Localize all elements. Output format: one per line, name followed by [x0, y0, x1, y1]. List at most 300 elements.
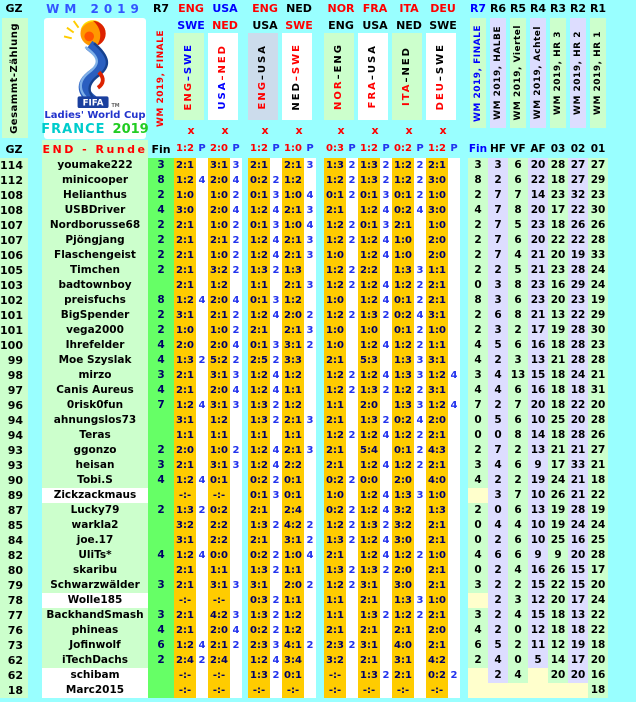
player-total: 107: [0, 218, 28, 233]
round-points-cell: 18: [588, 638, 608, 653]
round-points-cell: 24: [588, 593, 608, 608]
tip-points-cell: [448, 458, 460, 473]
tip-cell: 3:4: [282, 653, 304, 668]
round-points-cell: 3: [468, 578, 488, 593]
match-x-marker: x: [337, 123, 345, 137]
tip-points-cell: 4: [270, 233, 282, 248]
tip-points-cell: [448, 608, 460, 623]
tip-points-cell: 2: [346, 473, 358, 488]
match-vertical-label: [436, 43, 446, 110]
round-points-cell: 16: [528, 338, 548, 353]
round-points-cell: 20: [548, 668, 568, 683]
tip-points-cell: [196, 578, 208, 593]
tip-cell: 3:1: [358, 638, 380, 653]
round-label: R2: [569, 2, 587, 15]
tip-cell: 3:1: [208, 158, 230, 173]
player-total: 82: [0, 548, 28, 563]
round-points-cell: 6: [508, 533, 528, 548]
tip-cell: 1:1: [282, 383, 304, 398]
round-points-cell: [528, 668, 548, 683]
tip-points-cell: 2: [270, 398, 282, 413]
round-points-cell: 2: [488, 263, 508, 278]
player-total: 112: [0, 173, 28, 188]
tip-points-cell: [230, 683, 242, 698]
tip-cell: 2:1: [174, 623, 196, 638]
tip-points-cell: 4: [414, 413, 426, 428]
round-points-cell: 7: [488, 248, 508, 263]
player-final-points: 6: [148, 638, 174, 653]
tip-cell: 3:1: [208, 398, 230, 413]
player-total: 94: [0, 428, 28, 443]
tip-cell: 3:1: [248, 578, 270, 593]
round-points-cell: 6: [508, 293, 528, 308]
round-points-cell: 10: [528, 488, 548, 503]
round-points-cell: 3: [508, 593, 528, 608]
tip-cell: 1:1: [426, 263, 448, 278]
tip-points-cell: 4: [196, 638, 208, 653]
tip-cell: 1:0: [358, 323, 380, 338]
match-points-header: P: [416, 143, 424, 154]
tip-points-cell: 2: [304, 338, 316, 353]
tip-points-cell: [196, 458, 208, 473]
tip-points-cell: [196, 368, 208, 383]
tip-cell: 1:2: [358, 233, 380, 248]
tip-cell: 2:2: [208, 533, 230, 548]
tip-cell: -:-: [324, 668, 346, 683]
player-total: 98: [0, 368, 28, 383]
tip-cell: 1:3: [358, 668, 380, 683]
round-points-cell: 3: [488, 323, 508, 338]
tip-cell: 2:4: [282, 503, 304, 518]
player-name: Timchen: [42, 263, 148, 278]
tip-points-cell: [230, 473, 242, 488]
round-points-cell: 21: [528, 308, 548, 323]
tip-points-cell: [270, 158, 282, 173]
round-points-cell: 0: [488, 428, 508, 443]
round-points-cell: 3: [488, 158, 508, 173]
tip-points-cell: 3: [230, 398, 242, 413]
round-points-cell: 28: [568, 428, 588, 443]
tip-points-cell: [414, 503, 426, 518]
round-points-cell: 0: [468, 278, 488, 293]
tip-cell: 1:2: [174, 473, 196, 488]
tip-cell: 3:1: [282, 533, 304, 548]
round-points-cell: 21: [548, 353, 568, 368]
tip-points-cell: 2: [414, 323, 426, 338]
round-points-cell: 6: [468, 638, 488, 653]
round-points-cell: 22: [588, 608, 608, 623]
tip-cell: 2:1: [324, 413, 346, 428]
tip-cell: 1:3: [248, 518, 270, 533]
tip-cell: 1:1: [426, 338, 448, 353]
tip-points-cell: 3: [230, 158, 242, 173]
match-vertical-away: NED: [401, 46, 412, 76]
match-vertical-away: SWE: [291, 42, 302, 74]
round-points-cell: 28: [568, 263, 588, 278]
tip-cell: 1:0: [208, 218, 230, 233]
tip-cell: 1:3: [358, 518, 380, 533]
round-points-cell: 6: [508, 338, 528, 353]
tip-points-cell: 2: [270, 593, 282, 608]
tip-points-cell: [448, 443, 460, 458]
round-points-cell: 23: [568, 293, 588, 308]
round-points-cell: 6: [508, 458, 528, 473]
tip-cell: 0:2: [248, 173, 270, 188]
round-points-cell: 19: [588, 503, 608, 518]
tip-points-cell: 4: [380, 368, 392, 383]
tip-points-cell: [230, 563, 242, 578]
round-points-cell: 6: [508, 503, 528, 518]
tip-points-cell: 3: [414, 368, 426, 383]
tip-points-cell: 2: [346, 428, 358, 443]
match-vertical-home: ENG: [183, 80, 194, 111]
round-points-cell: 3: [508, 353, 528, 368]
player-name: mirzo: [42, 368, 148, 383]
round-points-cell: 23: [528, 218, 548, 233]
round-points-cell: 3: [468, 458, 488, 473]
tip-points-cell: 3: [270, 488, 282, 503]
player-final-points: 4: [148, 383, 174, 398]
round-column-header: 03: [550, 142, 566, 155]
round-column-header: HF: [490, 142, 506, 155]
tip-cell: 0:1: [282, 488, 304, 503]
round-points-cell: 30: [588, 323, 608, 338]
player-name: warkla2: [42, 518, 148, 533]
tip-cell: 1:3: [392, 593, 414, 608]
tip-cell: 1:0: [324, 488, 346, 503]
round-points-cell: [468, 488, 488, 503]
match-result-header: 1:2: [176, 143, 194, 154]
tip-points-cell: [448, 233, 460, 248]
tip-cell: 2:1: [426, 533, 448, 548]
tip-cell: 2:1: [392, 623, 414, 638]
tip-cell: 2:3: [248, 638, 270, 653]
tip-cell: 2:1: [282, 203, 304, 218]
round-points-cell: 17: [588, 563, 608, 578]
match-strip: [208, 33, 238, 120]
tip-cell: 1:1: [324, 608, 346, 623]
tip-cell: 1:2: [324, 368, 346, 383]
round-points-cell: 2: [508, 443, 528, 458]
tip-cell: 3:2: [392, 503, 414, 518]
tip-cell: 1:2: [392, 608, 414, 623]
tip-points-cell: [448, 488, 460, 503]
tip-points-cell: 3: [380, 218, 392, 233]
match-result-header: 0:2: [394, 143, 412, 154]
round-points-cell: 21: [568, 443, 588, 458]
match-vertical-dash: –: [291, 73, 302, 81]
round-points-cell: 4: [508, 518, 528, 533]
tip-cell: 5:2: [208, 353, 230, 368]
round-points-cell: 0: [508, 653, 528, 668]
tip-points-cell: [230, 518, 242, 533]
tip-points-cell: [196, 593, 208, 608]
round-points-cell: 9: [528, 548, 548, 563]
round-column-header: 02: [570, 142, 586, 155]
round-points-cell: 6: [508, 413, 528, 428]
tip-cell: 1:3: [392, 488, 414, 503]
gz-header: GZ: [5, 142, 23, 156]
round-points-cell: 23: [548, 263, 568, 278]
round-points-cell: 24: [588, 518, 608, 533]
tip-points-cell: [196, 248, 208, 263]
tip-points-cell: [304, 488, 316, 503]
tip-points-cell: [346, 398, 358, 413]
player-final-points: 8: [148, 293, 174, 308]
round-points-cell: 4: [468, 623, 488, 638]
round-points-cell: 2: [468, 263, 488, 278]
round-points-cell: 20: [568, 413, 588, 428]
tip-cell: 2:0: [174, 338, 196, 353]
round-points-cell: 8: [508, 203, 528, 218]
tip-cell: 3:1: [174, 413, 196, 428]
tip-cell: 1:3: [358, 608, 380, 623]
tip-points-cell: [448, 653, 460, 668]
player-final-points: 2: [148, 443, 174, 458]
tip-points-cell: 2: [414, 608, 426, 623]
tip-cell: 2:1: [174, 578, 196, 593]
player-total: 89: [0, 488, 28, 503]
tip-cell: 1:3: [392, 353, 414, 368]
round-points-cell: 4: [468, 203, 488, 218]
match-points-header: P: [450, 143, 458, 154]
tip-points-cell: 4: [380, 338, 392, 353]
tip-cell: 1:3: [248, 263, 270, 278]
round-points-cell: 18: [548, 368, 568, 383]
tip-points-cell: 4: [304, 548, 316, 563]
tip-cell: 1:1: [282, 428, 304, 443]
tip-points-cell: [346, 593, 358, 608]
tip-points-cell: [414, 533, 426, 548]
player-name: Lucky79: [42, 503, 148, 518]
round-strip: [590, 18, 606, 128]
round-points-cell: 0: [468, 563, 488, 578]
end-round-header: END - Runde: [42, 140, 148, 158]
tip-cell: 3:0: [392, 578, 414, 593]
tip-cell: 0:0: [208, 548, 230, 563]
match-away-team: USA: [252, 18, 278, 32]
tip-cell: 2:1: [426, 608, 448, 623]
tip-cell: 2:1: [174, 263, 196, 278]
match-strip: [282, 33, 312, 120]
tip-points-cell: 4: [270, 248, 282, 263]
round-strip: [510, 18, 526, 128]
match-points-header: P: [198, 143, 206, 154]
player-name: heisan: [42, 458, 148, 473]
tip-points-cell: [196, 533, 208, 548]
tip-points-cell: 4: [380, 248, 392, 263]
tip-cell: 2:0: [208, 203, 230, 218]
tip-points-cell: 2: [230, 353, 242, 368]
tip-cell: 2:0: [208, 338, 230, 353]
tip-cell: 2:4: [208, 653, 230, 668]
tip-cell: 3:1: [208, 578, 230, 593]
tip-cell: 1:2: [248, 443, 270, 458]
tip-points-cell: 4: [380, 503, 392, 518]
tip-cell: 2:0: [392, 563, 414, 578]
match-vertical-away: NED: [217, 43, 228, 74]
tip-cell: 2:0: [208, 293, 230, 308]
tip-points-cell: [270, 323, 282, 338]
tip-points-cell: [448, 428, 460, 443]
tip-cell: 1:1: [324, 593, 346, 608]
player-name: Nordborusse68: [42, 218, 148, 233]
round-points-cell: 2: [488, 353, 508, 368]
round-points-cell: 22: [568, 233, 588, 248]
tip-cell: 2:5: [248, 353, 270, 368]
match-vertical-home: FRA: [367, 80, 378, 109]
tip-points-cell: 3: [270, 638, 282, 653]
round-points-cell: 17: [568, 593, 588, 608]
tip-points-cell: [304, 353, 316, 368]
finale-vertical-text: WM 2019, FINALE: [155, 30, 166, 127]
tip-cell: 1:2: [174, 293, 196, 308]
tip-points-cell: [196, 338, 208, 353]
player-total: 107: [0, 233, 28, 248]
round-points-cell: 5: [528, 653, 548, 668]
tip-points-cell: 2: [230, 248, 242, 263]
tip-points-cell: 3: [414, 353, 426, 368]
tip-cell: 2:1: [324, 443, 346, 458]
player-total: 18: [0, 683, 28, 698]
round-points-cell: 9: [548, 548, 568, 563]
player-final-points: [148, 428, 174, 443]
tip-cell: 1:2: [426, 398, 448, 413]
tip-cell: 1:3: [358, 383, 380, 398]
round-label: R5: [509, 2, 527, 15]
tip-cell: 3:0: [392, 533, 414, 548]
tip-points-cell: 3: [230, 578, 242, 593]
tip-cell: 0:2: [324, 473, 346, 488]
tip-points-cell: 2: [380, 608, 392, 623]
tip-cell: 1:3: [358, 563, 380, 578]
round-points-cell: 28: [588, 548, 608, 563]
round-points-cell: 0: [508, 623, 528, 638]
tip-points-cell: [346, 458, 358, 473]
tip-cell: 1:2: [324, 518, 346, 533]
round-points-cell: 2: [488, 578, 508, 593]
tip-cell: -:-: [174, 668, 196, 683]
match-vertical-home: ITA: [401, 83, 412, 107]
player-name: Wolle185: [42, 593, 148, 608]
match-strip: [392, 33, 422, 120]
tip-cell: 2:0: [208, 173, 230, 188]
tip-cell: 1:2: [358, 338, 380, 353]
match-points-header: P: [382, 143, 390, 154]
round-points-cell: 22: [548, 578, 568, 593]
tip-cell: 2:3: [324, 638, 346, 653]
player-name: ahnungslos73: [42, 413, 148, 428]
tip-cell: 2:0: [174, 443, 196, 458]
round-points-cell: 16: [528, 383, 548, 398]
tip-points-cell: 3: [270, 188, 282, 203]
round-label: R3: [549, 2, 567, 15]
player-name: Flaschengeist: [42, 248, 148, 263]
round-label: R6: [489, 2, 507, 15]
tip-cell: -:-: [208, 668, 230, 683]
player-name: Zickzackmaus: [42, 488, 148, 503]
round-points-cell: 2: [468, 218, 488, 233]
player-total: 106: [0, 248, 28, 263]
tip-cell: 2:1: [174, 368, 196, 383]
tip-cell: 0:1: [248, 218, 270, 233]
round-points-cell: 2: [468, 188, 488, 203]
round-points-cell: 19: [548, 503, 568, 518]
round-points-cell: 18: [548, 338, 568, 353]
tip-cell: 2:1: [174, 158, 196, 173]
round-points-cell: 19: [568, 638, 588, 653]
round-points-cell: 21: [588, 368, 608, 383]
tip-points-cell: 4: [270, 368, 282, 383]
round-points-cell: 4: [488, 383, 508, 398]
round-points-cell: 13: [528, 353, 548, 368]
tip-cell: 1:3: [174, 503, 196, 518]
tip-points-cell: [304, 173, 316, 188]
tip-points-cell: 2: [414, 458, 426, 473]
tip-points-cell: [196, 158, 208, 173]
player-name: Moe Szyslak: [42, 353, 148, 368]
tip-points-cell: [304, 383, 316, 398]
tip-cell: 1:2: [248, 383, 270, 398]
tip-points-cell: [304, 458, 316, 473]
tip-points-cell: [448, 578, 460, 593]
round-points-cell: 20: [528, 158, 548, 173]
player-name: Tobi.S: [42, 473, 148, 488]
tip-points-cell: [346, 608, 358, 623]
tip-cell: 1:3: [358, 173, 380, 188]
tip-cell: 1:1: [208, 563, 230, 578]
tip-cell: 1:2: [324, 383, 346, 398]
tip-cell: 4:2: [426, 653, 448, 668]
tip-points-cell: [230, 428, 242, 443]
round-points-cell: 18: [588, 473, 608, 488]
round-points-cell: 4: [468, 353, 488, 368]
tip-points-cell: [196, 308, 208, 323]
round-points-cell: 13: [508, 368, 528, 383]
round-label: R4: [529, 2, 547, 15]
tip-points-cell: 2: [230, 263, 242, 278]
round-points-cell: 9: [528, 458, 548, 473]
tip-points-cell: [304, 608, 316, 623]
tip-points-cell: 3: [304, 278, 316, 293]
player-final-points: 3: [148, 578, 174, 593]
round-points-cell: 22: [528, 173, 548, 188]
tip-cell: 1:2: [208, 413, 230, 428]
tip-points-cell: 2: [230, 233, 242, 248]
round-strip: [470, 18, 486, 128]
tip-points-cell: [448, 593, 460, 608]
tip-points-cell: 2: [414, 338, 426, 353]
tip-cell: 0:1: [282, 473, 304, 488]
match-home-team: DEU: [430, 2, 456, 15]
round-points-cell: [468, 593, 488, 608]
player-final-points: 4: [148, 473, 174, 488]
round-points-cell: 26: [548, 488, 568, 503]
tip-points-cell: [448, 473, 460, 488]
tip-cell: 1:2: [324, 278, 346, 293]
round-points-cell: 31: [588, 383, 608, 398]
tip-points-cell: 4: [380, 458, 392, 473]
tip-cell: 2:1: [174, 278, 196, 293]
tip-points-cell: 2: [414, 383, 426, 398]
tip-cell: 1:2: [282, 623, 304, 638]
tip-cell: 2:0: [426, 413, 448, 428]
tip-cell: 2:1: [282, 248, 304, 263]
player-name: BackhandSmash: [42, 608, 148, 623]
round-points-cell: 33: [588, 248, 608, 263]
tip-cell: 1:2: [324, 308, 346, 323]
tip-cell: 2:1: [174, 458, 196, 473]
